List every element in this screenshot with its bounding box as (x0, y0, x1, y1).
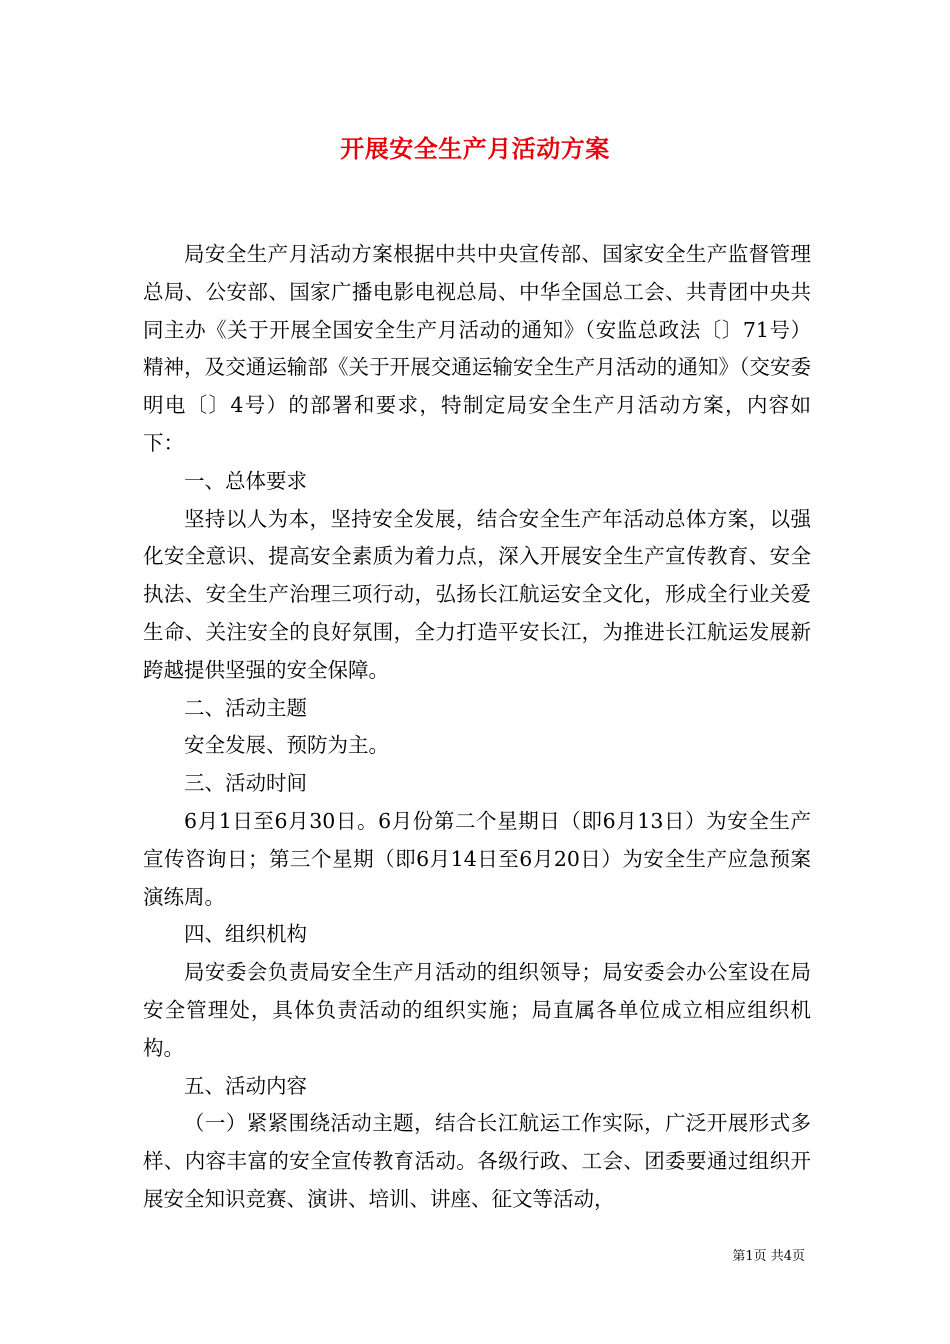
section-heading-activity-theme: 二、活动主题 (184, 695, 307, 720)
intro-paragraph: 局安全生产月活动方案根据中共中央宣传部、国家安全生产监督管理总局、公安部、国家广播电影电视总局、中华全国总工会、共青团中央共同主办《关于开展全国安全生产月活动的通知》（安监总政法〔〕71号）精神，及交通运输部《关于开展交通运输安全生产月活动的通知》（交安委明电〔〕4号）的部署和要求，特制定局安全生产月活动方案，内容如下： (143, 242, 811, 455)
section-heading-activity-time: 三、活动时间 (184, 771, 307, 796)
document-body (143, 236, 811, 1219)
page-number-label: 第1页 共4页 (732, 1249, 805, 1264)
page-number-footer (732, 1248, 805, 1266)
document-title: 开展安全生产月活动方案 (340, 134, 610, 163)
activity-time-paragraph: 6月1日至6月30日。6月份第二个星期日（即6月13日）为安全生产宣传咨询日；第三个星期（即6月14日至6月20日）为安全生产应急预案演练周。 (143, 808, 811, 909)
section-heading-organization: 四、组织机构 (184, 922, 307, 947)
activity-content-paragraph: （一）紧紧围绕活动主题，结合长江航运工作实际，广泛开展形式多样、内容丰富的安全宣传教育活动。各级行政、工会、团委要通过组织开展安全知识竞赛、演讲、培训、讲座、征文等活动， (143, 1111, 811, 1211)
activity-theme-paragraph: 安全发展、预防为主。 (184, 733, 389, 758)
general-requirements-paragraph: 坚持以人为本，坚持安全发展，结合安全生产年活动总体方案，以强化安全意识、提高安全素质为着力点，深入开展安全生产宣传教育、安全执法、安全生产治理三项行动，弘扬长江航运安全文化，形成全行业关爱生命、关注安全的良好氛围，全力打造平安长江，为推进长江航运发展新跨越提供坚强的安全保障。 (143, 506, 811, 682)
section-heading-activity-content: 五、活动内容 (184, 1073, 307, 1098)
section-heading-general-requirements: 一、总体要求 (184, 468, 307, 493)
organization-paragraph: 局安委会负责局安全生产月活动的组织领导；局安委会办公室设在局安全管理处，具体负责活动的组织实施；局直属各单位成立相应组织机构。 (143, 960, 811, 1060)
